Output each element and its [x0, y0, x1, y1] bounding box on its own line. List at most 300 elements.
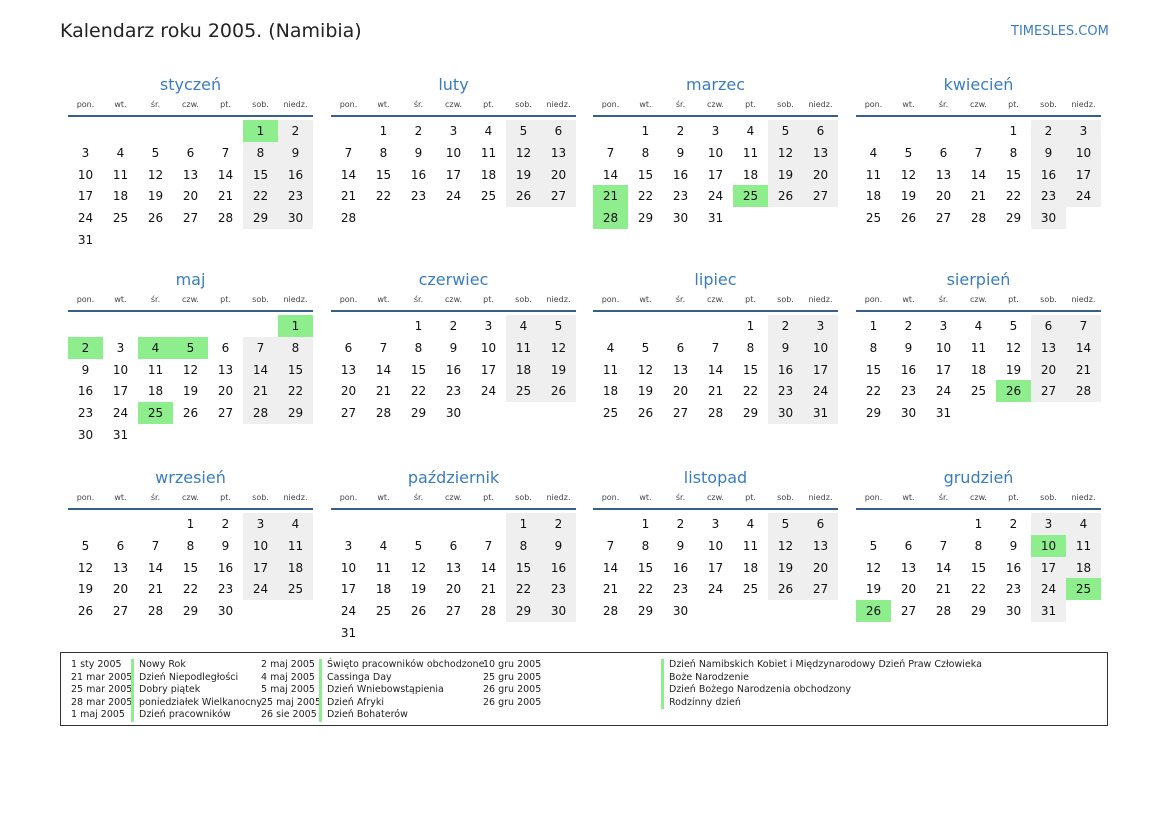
day-cell: 28 — [217, 211, 234, 226]
legend-holiday-name: Dzień Namibskich Kobiet i Międzynarodowy Dzień Praw Człowieka — [661, 659, 982, 672]
day-cell: 2 — [1009, 517, 1018, 531]
day-cell: 21 — [217, 189, 234, 204]
day-cell: 8 — [186, 538, 195, 553]
day-cell: 25 — [112, 211, 129, 226]
legend-date: 28 mar 2005 — [71, 696, 133, 708]
day-cell: 12 — [506, 142, 541, 164]
day-cell: 29 — [410, 406, 427, 421]
day-cell: 17 — [803, 359, 838, 381]
weekday-label: śr. — [150, 493, 161, 502]
day-cell: 11 — [602, 362, 619, 377]
day-cell: 6 — [221, 340, 230, 355]
month-calendar — [68, 270, 313, 450]
day-cell: 12 — [637, 362, 654, 377]
day-cell: 28 — [375, 406, 392, 421]
day-cell: 12 — [541, 337, 576, 359]
day-cell: 22 — [243, 185, 278, 207]
weekday-label: wt. — [639, 493, 652, 502]
day-cell: 13 — [217, 362, 234, 377]
weekday-label: śr. — [413, 100, 424, 109]
day-cell: 29 — [182, 604, 199, 619]
day-cell: 10 — [803, 337, 838, 359]
day-cell: 27 — [541, 185, 576, 207]
legend-names-col-3 — [661, 659, 982, 709]
day-cell: 6 — [449, 538, 458, 553]
day-cell: 2 — [414, 124, 423, 138]
weekday-label: pt. — [1008, 100, 1019, 109]
day-cell: 11 — [278, 535, 313, 557]
day-cell: 7 — [974, 145, 983, 160]
day-cell: 1 — [414, 319, 423, 333]
day-cell: 7 — [221, 145, 230, 160]
day-cell: 13 — [935, 167, 952, 182]
day-cell: 8 — [641, 145, 650, 160]
day-cell: 11 — [1066, 535, 1101, 557]
day-cell: 15 — [243, 164, 278, 186]
day-cell: 10 — [707, 538, 724, 553]
day-cell: 20 — [112, 582, 129, 597]
day-cell: 30 — [672, 604, 689, 619]
month-header-rule — [331, 310, 576, 312]
month-calendar — [331, 75, 576, 255]
day-cell: 12 — [147, 167, 164, 182]
day-cell: 26 — [996, 380, 1031, 402]
day-cell: 24 — [243, 578, 278, 600]
weekday-label: wt. — [114, 493, 127, 502]
day-cell: 16 — [768, 359, 803, 381]
day-cell: 17 — [480, 362, 497, 377]
weekday-label: wt. — [639, 295, 652, 304]
day-cell: 5 — [641, 340, 650, 355]
day-cell: 30 — [217, 604, 234, 619]
day-cell: 1 — [746, 319, 755, 333]
day-cell: 23 — [77, 406, 94, 421]
day-cell: 2 — [278, 120, 313, 142]
day-cell: 12 — [768, 535, 803, 557]
day-cell: 20 — [900, 582, 917, 597]
day-cell: 25 — [278, 578, 313, 600]
day-cell: 7 — [243, 337, 278, 359]
day-cell: 26 — [637, 406, 654, 421]
day-cell: 24 — [707, 582, 724, 597]
day-cell: 27 — [445, 604, 462, 619]
month-name: sierpień — [946, 270, 1011, 289]
month-name: listopad — [683, 468, 748, 487]
month-name: styczeń — [159, 75, 222, 94]
legend-dates-col-1 — [71, 659, 132, 722]
day-cell: 27 — [803, 578, 838, 600]
day-cell: 22 — [278, 380, 313, 402]
weekday-label: sob. — [1040, 295, 1057, 304]
day-cell: 1 — [186, 517, 195, 531]
day-cell: 26 — [77, 604, 94, 619]
day-cell: 14 — [935, 560, 952, 575]
day-cell: 24 — [112, 406, 129, 421]
day-cell: 28 — [340, 211, 357, 226]
month-name: wrzesień — [155, 468, 226, 487]
legend-names-col-1 — [131, 659, 262, 722]
day-cell: 5 — [506, 120, 541, 142]
day-cell: 10 — [1031, 535, 1066, 557]
day-cell: 10 — [935, 340, 952, 355]
month-header-rule — [331, 115, 576, 117]
day-cell: 27 — [112, 604, 129, 619]
weekday-label: niedz. — [546, 493, 571, 502]
day-cell: 29 — [278, 402, 313, 424]
day-cell: 22 — [970, 582, 987, 597]
day-cell: 18 — [112, 189, 129, 204]
day-cell: 9 — [904, 340, 913, 355]
day-cell: 16 — [77, 384, 94, 399]
month-header-rule — [593, 310, 838, 312]
day-cell: 14 — [602, 560, 619, 575]
day-cell: 5 — [81, 538, 90, 553]
legend-date: 5 maj 2005 — [261, 684, 315, 695]
day-cell: 18 — [742, 560, 759, 575]
day-cell: 3 — [1066, 120, 1101, 142]
day-cell: 17 — [445, 167, 462, 182]
day-cell: 20 — [935, 189, 952, 204]
day-cell: 31 — [1031, 600, 1066, 622]
day-cell: 3 — [803, 315, 838, 337]
day-cell: 14 — [970, 167, 987, 182]
day-cell: 19 — [506, 164, 541, 186]
day-cell: 24 — [445, 189, 462, 204]
day-cell: 20 — [803, 164, 838, 186]
month-calendar — [68, 75, 313, 255]
day-cell: 22 — [506, 578, 541, 600]
day-cell: 23 — [445, 384, 462, 399]
day-cell: 19 — [768, 164, 803, 186]
day-cell: 19 — [182, 384, 199, 399]
day-cell: 12 — [1005, 340, 1022, 355]
day-cell: 23 — [410, 189, 427, 204]
month-header-rule — [856, 508, 1101, 510]
day-cell: 15 — [278, 359, 313, 381]
weekday-label: pon. — [76, 295, 95, 304]
day-cell: 2 — [676, 517, 685, 531]
day-cell: 3 — [1031, 513, 1066, 535]
day-cell: 13 — [445, 560, 462, 575]
day-cell: 23 — [1031, 185, 1066, 207]
day-cell: 26 — [768, 185, 803, 207]
day-cell: 20 — [182, 189, 199, 204]
weekday-label: wt. — [377, 295, 390, 304]
day-cell: 30 — [445, 406, 462, 421]
month-calendar — [331, 468, 576, 648]
day-cell: 21 — [593, 185, 628, 207]
day-cell: 16 — [1005, 560, 1022, 575]
weekday-label: śr. — [675, 295, 686, 304]
day-cell: 3 — [939, 319, 948, 333]
holiday-legend — [60, 652, 1108, 726]
legend-holiday-name: Dzień Afryki — [319, 697, 484, 710]
day-cell: 8 — [869, 340, 878, 355]
day-cell: 3 — [116, 340, 125, 355]
day-cell: 1 — [869, 319, 878, 333]
day-cell: 4 — [138, 337, 173, 359]
day-cell: 17 — [707, 560, 724, 575]
month-header-rule — [856, 115, 1101, 117]
day-cell: 19 — [865, 582, 882, 597]
day-cell: 25 — [742, 582, 759, 597]
day-cell: 23 — [672, 582, 689, 597]
day-cell: 15 — [1005, 167, 1022, 182]
weekday-label: wt. — [639, 100, 652, 109]
weekday-label: śr. — [938, 295, 949, 304]
day-cell: 20 — [672, 384, 689, 399]
day-cell: 31 — [77, 233, 94, 247]
day-cell: 18 — [602, 384, 619, 399]
legend-holiday-name: Cassinga Day — [319, 672, 484, 685]
day-cell: 13 — [541, 142, 576, 164]
day-cell: 22 — [637, 582, 654, 597]
day-cell: 28 — [602, 604, 619, 619]
day-cell: 4 — [869, 145, 878, 160]
day-cell: 3 — [243, 513, 278, 535]
day-cell: 18 — [480, 167, 497, 182]
day-cell: 21 — [602, 582, 619, 597]
day-cell: 2 — [676, 124, 685, 138]
legend-date: 4 maj 2005 — [261, 671, 315, 683]
day-cell: 31 — [340, 626, 357, 640]
weekday-label: czw. — [970, 493, 987, 502]
legend-date: 26 gru 2005 — [483, 696, 542, 708]
weekday-label: wt. — [902, 493, 915, 502]
day-cell: 20 — [340, 384, 357, 399]
weekday-label: czw. — [182, 493, 199, 502]
day-cell: 26 — [900, 211, 917, 226]
day-cell: 27 — [182, 211, 199, 226]
day-cell: 4 — [484, 124, 493, 138]
day-cell: 26 — [768, 578, 803, 600]
legend-date: 21 mar 2005 — [71, 671, 133, 683]
day-cell: 20 — [541, 164, 576, 186]
day-cell: 25 — [138, 402, 173, 424]
day-cell: 28 — [1066, 380, 1101, 402]
day-cell: 15 — [506, 557, 541, 579]
weekday-label: sob. — [1040, 100, 1057, 109]
day-cell: 19 — [768, 557, 803, 579]
weekday-label: pon. — [339, 493, 358, 502]
weekday-label: wt. — [377, 100, 390, 109]
weekday-label: wt. — [114, 295, 127, 304]
day-cell: 19 — [541, 359, 576, 381]
site-link[interactable]: TIMESLES.COM — [1011, 24, 1109, 39]
month-calendar — [856, 468, 1101, 648]
day-cell: 15 — [637, 167, 654, 182]
day-cell: 9 — [278, 142, 313, 164]
legend-date: 1 sty 2005 — [71, 659, 122, 670]
day-cell: 7 — [606, 538, 615, 553]
day-cell: 17 — [77, 189, 94, 204]
day-cell: 28 — [935, 604, 952, 619]
day-cell: 17 — [340, 582, 357, 597]
day-cell: 5 — [869, 538, 878, 553]
day-cell: 3 — [81, 145, 90, 160]
legend-date: 1 maj 2005 — [71, 709, 125, 720]
weekday-label: czw. — [445, 100, 462, 109]
weekday-label: niedz. — [1071, 100, 1096, 109]
legend-dates-col-2 — [261, 659, 321, 722]
day-cell: 6 — [803, 513, 838, 535]
day-cell: 14 — [602, 167, 619, 182]
day-cell: 16 — [278, 164, 313, 186]
day-cell: 15 — [637, 560, 654, 575]
legend-holiday-name: Dzień Wniebowstąpienia — [319, 684, 484, 697]
day-cell: 18 — [1066, 557, 1101, 579]
day-cell: 5 — [414, 538, 423, 553]
day-cell: 18 — [278, 557, 313, 579]
day-cell: 13 — [803, 142, 838, 164]
day-cell: 29 — [637, 211, 654, 226]
day-cell: 6 — [803, 120, 838, 142]
day-cell: 30 — [900, 406, 917, 421]
weekday-label: pon. — [601, 295, 620, 304]
day-cell: 1 — [506, 513, 541, 535]
day-cell: 22 — [375, 189, 392, 204]
day-cell: 8 — [641, 538, 650, 553]
day-cell: 1 — [379, 124, 388, 138]
day-cell: 28 — [593, 207, 628, 229]
day-cell: 11 — [480, 145, 497, 160]
day-cell: 31 — [707, 211, 724, 226]
month-name: październik — [407, 468, 500, 487]
month-calendar — [593, 468, 838, 648]
day-cell: 5 — [768, 120, 803, 142]
weekday-label: pon. — [864, 493, 883, 502]
day-cell: 28 — [243, 402, 278, 424]
weekday-label: pon. — [76, 493, 95, 502]
day-cell: 30 — [1005, 604, 1022, 619]
day-cell: 22 — [637, 189, 654, 204]
day-cell: 11 — [970, 340, 987, 355]
day-cell: 19 — [637, 384, 654, 399]
weekday-label: sob. — [1040, 493, 1057, 502]
day-cell: 23 — [217, 582, 234, 597]
day-cell: 2 — [904, 319, 913, 333]
legend-date: 25 gru 2005 — [483, 671, 542, 683]
legend-holiday-name: Święto pracowników obchodzone — [319, 659, 484, 672]
month-header-rule — [331, 508, 576, 510]
day-cell: 21 — [480, 582, 497, 597]
day-cell: 21 — [147, 582, 164, 597]
day-cell: 26 — [541, 380, 576, 402]
month-calendar — [68, 468, 313, 648]
day-cell: 30 — [1031, 207, 1066, 229]
day-cell: 30 — [77, 428, 94, 442]
day-cell: 21 — [970, 189, 987, 204]
weekday-label: sob. — [777, 493, 794, 502]
day-cell: 4 — [379, 538, 388, 553]
weekday-label: czw. — [707, 295, 724, 304]
day-cell: 27 — [340, 406, 357, 421]
day-cell: 14 — [243, 359, 278, 381]
weekday-label: pt. — [1008, 493, 1019, 502]
day-cell: 10 — [340, 560, 357, 575]
day-cell: 7 — [711, 340, 720, 355]
day-cell: 20 — [445, 582, 462, 597]
day-cell: 22 — [1005, 189, 1022, 204]
day-cell: 2 — [221, 517, 230, 531]
day-cell: 17 — [1031, 557, 1066, 579]
day-cell: 25 — [506, 380, 541, 402]
day-cell: 6 — [676, 340, 685, 355]
day-cell: 25 — [970, 384, 987, 399]
day-cell: 15 — [375, 167, 392, 182]
day-cell: 7 — [344, 145, 353, 160]
legend-date: 10 gru 2005 — [483, 659, 542, 670]
legend-holiday-name: Nowy Rok — [131, 659, 262, 672]
day-cell: 26 — [410, 604, 427, 619]
day-cell: 29 — [243, 207, 278, 229]
day-cell: 21 — [375, 384, 392, 399]
day-cell: 27 — [900, 604, 917, 619]
legend-holiday-name: Rodzinny dzień — [661, 697, 982, 710]
day-cell: 13 — [1031, 337, 1066, 359]
month-name: maj — [175, 270, 206, 289]
day-cell: 5 — [541, 315, 576, 337]
day-cell: 19 — [147, 189, 164, 204]
day-cell: 24 — [77, 211, 94, 226]
legend-holiday-name: Dzień Bożego Narodzenia obchodzony — [661, 684, 982, 697]
day-cell: 20 — [217, 384, 234, 399]
weekday-label: pon. — [76, 100, 95, 109]
month-header-rule — [68, 508, 313, 510]
weekday-label: pt. — [745, 100, 756, 109]
weekday-label: pt. — [745, 295, 756, 304]
month-calendar — [856, 270, 1101, 450]
day-cell: 16 — [900, 362, 917, 377]
day-cell: 28 — [970, 211, 987, 226]
day-cell: 13 — [900, 560, 917, 575]
weekday-label: niedz. — [283, 295, 308, 304]
weekday-label: wt. — [902, 100, 915, 109]
weekday-label: pt. — [745, 493, 756, 502]
weekday-label: wt. — [902, 295, 915, 304]
day-cell: 11 — [865, 167, 882, 182]
day-cell: 31 — [803, 402, 838, 424]
day-cell: 24 — [935, 384, 952, 399]
day-cell: 5 — [904, 145, 913, 160]
weekday-label: sob. — [252, 100, 269, 109]
day-cell: 21 — [1066, 359, 1101, 381]
day-cell: 25 — [733, 185, 768, 207]
day-cell: 15 — [970, 560, 987, 575]
day-cell: 26 — [147, 211, 164, 226]
day-cell: 8 — [243, 142, 278, 164]
day-cell: 10 — [1066, 142, 1101, 164]
weekday-label: czw. — [970, 295, 987, 304]
weekday-label: pt. — [220, 493, 231, 502]
weekday-label: pt. — [483, 295, 494, 304]
day-cell: 27 — [803, 185, 838, 207]
weekday-label: śr. — [413, 295, 424, 304]
weekday-label: śr. — [938, 100, 949, 109]
weekday-label: czw. — [182, 295, 199, 304]
weekday-label: niedz. — [808, 493, 833, 502]
day-cell: 26 — [506, 185, 541, 207]
day-cell: 7 — [484, 538, 493, 553]
day-cell: 30 — [541, 600, 576, 622]
day-cell: 8 — [506, 535, 541, 557]
day-cell: 9 — [414, 145, 423, 160]
day-cell: 1 — [974, 517, 983, 531]
day-cell: 5 — [151, 145, 160, 160]
month-name: czerwiec — [418, 270, 489, 289]
day-cell: 17 — [707, 167, 724, 182]
day-cell: 9 — [541, 535, 576, 557]
